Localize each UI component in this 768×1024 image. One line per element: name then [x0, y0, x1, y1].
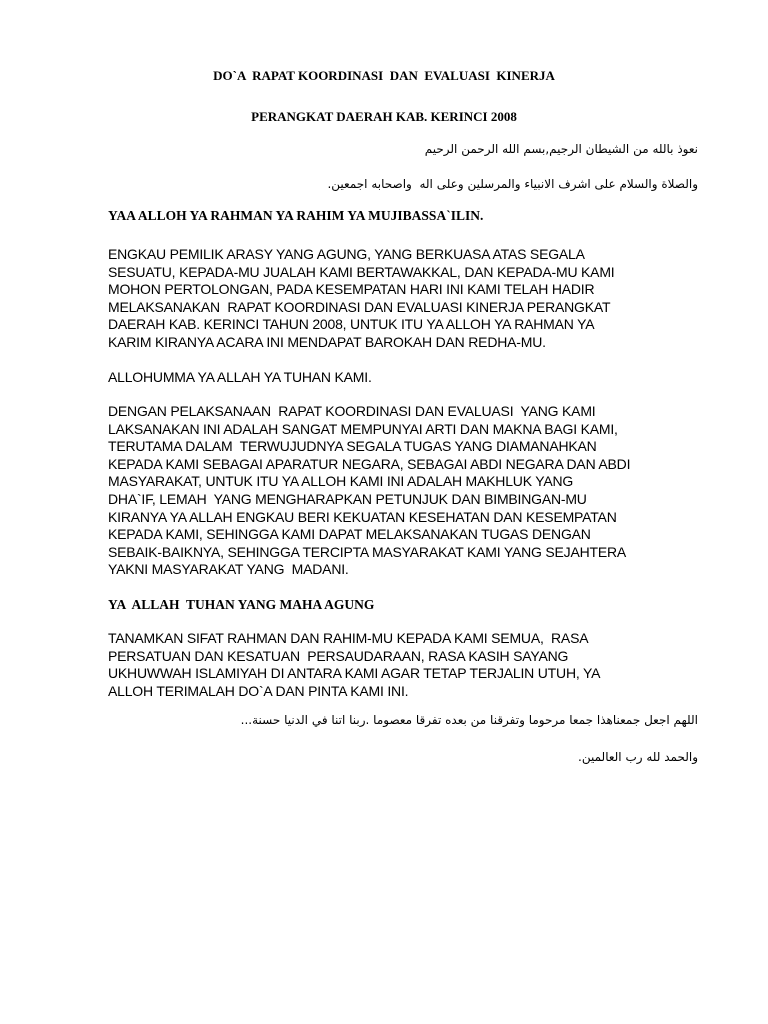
text-line: YAKNI MASYARAKAT YANG MADANI.	[108, 561, 349, 578]
text-line: TERUTAMA DALAM TERWUJUDNYA SEGALA TUGAS YANG DIAMANAHKAN	[108, 438, 597, 455]
paragraph-3	[108, 403, 630, 579]
text-line: ALLOHUMMA YA ALLAH YA TUHAN KAMI.	[108, 369, 372, 385]
text-line: KIRANYA YA ALLAH ENGKAU BERI KEKUATAN KESEHATAN DAN KESEMPATAN	[108, 508, 617, 525]
text-line: LAKSANAKAN INI ADALAH SANGAT MEMPUNYAI ARTI DAN MAKNA BAGI KAMI,	[108, 420, 618, 437]
text-line: TANAMKAN SIFAT RAHMAN DAN RAHIM-MU KEPADA KAMI SEMUA, RASA	[108, 630, 589, 646]
text-line: MOHON PERTOLONGAN, PADA KESEMPATAN HARI INI KAMI TELAH HADIR	[108, 281, 595, 298]
text-line: PERSATUAN DAN KESATUAN PERSAUDARAAN, RASA KASIH SAYANG	[108, 647, 569, 664]
document-subtitle: PERANGKAT DAERAH KAB. KERINCI 2008	[251, 109, 517, 124]
text-line: ENGKAU PEMILIK ARASY YANG AGUNG, YANG BERKUASA ATAS SEGALA	[108, 246, 585, 262]
arabic-hamdalah: والحمد لله رب العالمين.	[578, 750, 698, 764]
text-line: KEPADA KAMI SEBAGAI APARATUR NEGARA, SEBAGAI ABDI NEGARA DAN ABDI	[108, 455, 631, 472]
text-line: UKHUWWAH ISLAMIYAH DI ANTARA KAMI AGAR TETAP TERJALIN UTUH, YA	[108, 665, 601, 682]
text-line: MASYARAKAT, UNTUK ITU YA ALLOH KAMI INI ADALAH MAKHLUK YANG	[108, 473, 574, 490]
text-line: DHA`IF, LEMAH YANG MENGHARAPKAN PETUNJUK DAN BIMBINGAN-MU	[108, 490, 587, 507]
heading-maha-agung: YA ALLAH TUHAN YANG MAHA AGUNG	[108, 597, 375, 612]
text-line: SEBAIK-BAIKNYA, SEHINGGA TERCIPTA MASYARAKAT KAMI YANG SEJAHTERA	[108, 543, 627, 560]
arabic-closing-prayer: اللهم اجعل جمعناهذا جمعا مرحوما وتفرقنا من بعده تفرقا معصوما .ربنا اتنا في الدنيا حسنة...	[240, 713, 698, 727]
document-title: DO`A RAPAT KOORDINASI DAN EVALUASI KINERJA	[213, 68, 555, 83]
paragraph-4	[108, 630, 600, 700]
text-line: DENGAN PELAKSANAAN RAPAT KOORDINASI DAN EVALUASI YANG KAMI	[108, 403, 596, 419]
heading-invocation: YAA ALLOH YA RAHMAN YA RAHIM YA MUJIBASSA`ILIN.	[108, 208, 484, 223]
text-line: MELAKSANAKAN RAPAT KOORDINASI DAN EVALUASI KINERJA PERANGKAT	[108, 298, 611, 315]
text-line: ALLOH TERIMALAH DO`A DAN PINTA KAMI INI.	[108, 682, 409, 699]
text-line: KARIM KIRANYA ACARA INI MENDAPAT BAROKAH DAN REDHA-MU.	[108, 333, 546, 350]
paragraph-1	[108, 246, 614, 352]
arabic-opening: نعوذ بالله من الشيطان الرجيم,بسم الله الرحمن الرحيم	[424, 142, 698, 156]
text-line: DAERAH KAB. KERINCI TAHUN 2008, UNTUK ITU YA ALLOH YA RAHMAN YA	[108, 316, 595, 333]
text-line: KEPADA KAMI, SEHINGGA KAMI DAPAT MELAKSANAKAN TUGAS DENGAN	[108, 526, 591, 543]
paragraph-2	[108, 369, 372, 387]
arabic-salawat: والصلاة والسلام على اشرف الانبياء والمرسلين وعلى اله واصحابه اجمعين.	[327, 177, 698, 191]
text-line: SESUATU, KEPADA-MU JUALAH KAMI BERTAWAKKAL, DAN KEPADA-MU KAMI	[108, 263, 615, 280]
